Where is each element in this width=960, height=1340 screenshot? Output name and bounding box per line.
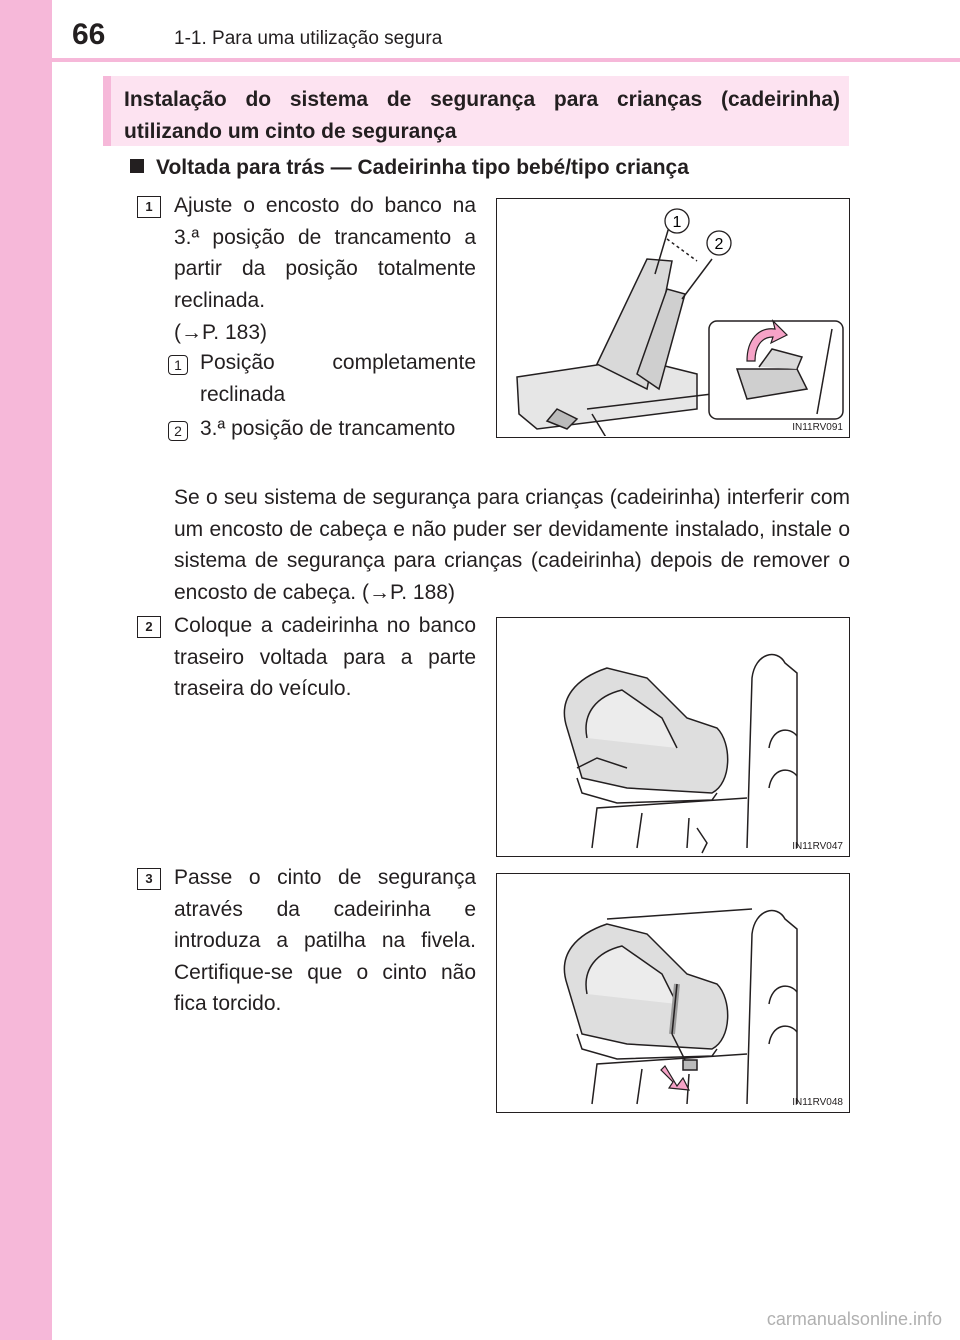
header-divider: [52, 58, 960, 62]
square-bullet-icon: [130, 159, 144, 173]
subheading: [130, 156, 689, 180]
watermark: carmanualsonline.info: [766, 1309, 942, 1329]
step-3-text: Passe o cinto de segurança através da cadeirinha e introduza a patilha na fivela. Certifique-se que o cinto não fica torcido.: [174, 866, 476, 1015]
sub-item-number-1: 1: [168, 355, 188, 375]
step-number-2: 2: [137, 616, 161, 638]
chapter-header: 1-1. Para uma utilização segura: [174, 28, 443, 49]
step-number-3: 3: [137, 868, 161, 890]
sub-item-2-text: 3.ª posição de trancamento: [200, 417, 456, 440]
section-title: Instalação do sistema de segurança para crianças (cadeirinha) utilizando um cinto de segurança: [124, 88, 840, 143]
sub-item-number-2: 2: [168, 421, 188, 441]
figure-code: IN11RV047: [792, 841, 843, 852]
step-1-text: Ajuste o encosto do banco na 3.ª posição de trancamento a partir da posição totalmente reclinada.: [174, 194, 476, 312]
seat-recline-illustration: [497, 199, 848, 436]
sub-item-1-text: Posição completamente reclinada: [200, 351, 476, 406]
step-2-text: Coloque a cadeirinha no banco traseiro voltada para a parte traseira do veículo.: [174, 614, 476, 700]
subheading-text: Voltada para trás — Cadeirinha tipo bebé/tipo criança: [156, 156, 689, 179]
side-color-bar: [0, 0, 52, 1340]
figure-seat-belt: [496, 873, 850, 1113]
seat-belt-routing-illustration: [497, 874, 848, 1111]
figure-seat-recline: [496, 198, 850, 438]
step-number-1: 1: [137, 196, 161, 218]
figure-code: IN11RV091: [792, 422, 843, 433]
step-1-reference: (→P. 183): [174, 321, 267, 344]
figure-callout-1: 1: [672, 214, 682, 231]
figure-callout-2: 2: [714, 236, 724, 253]
page-number: 66: [72, 18, 106, 51]
child-seat-placement-illustration: [497, 618, 848, 855]
figure-code: IN11RV048: [792, 1097, 843, 1108]
figure-seat-placement: [496, 617, 850, 857]
step-1-note: Se o seu sistema de segurança para crianças (cadeirinha) interferir com um encosto de cabeça e não puder ser devidamente instalado, instale o sistema de segurança para crianças (cadeirinha) depois de remover o encosto de cabeça. (→P. 188): [174, 486, 850, 604]
